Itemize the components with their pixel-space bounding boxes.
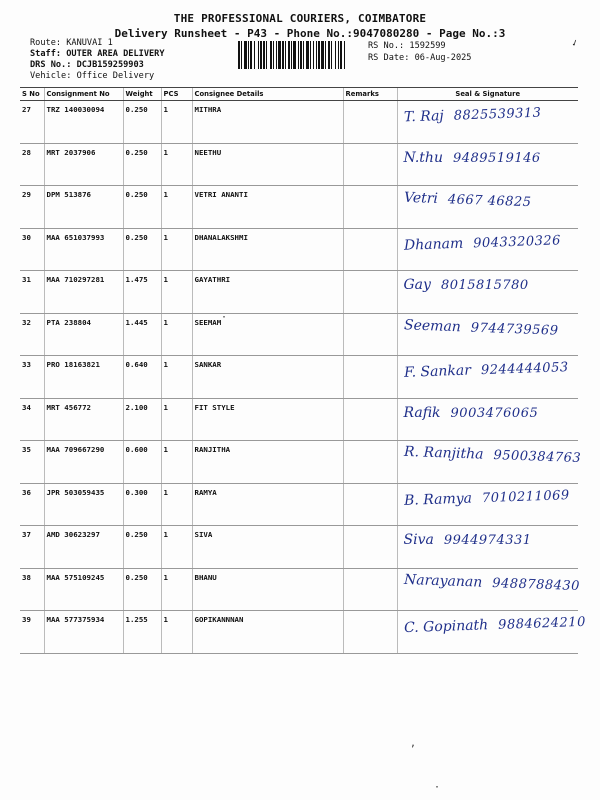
signature-phone: 9489519146 (452, 150, 541, 166)
row-signature (397, 143, 578, 186)
row-weight: 1.475 (123, 271, 161, 314)
row-sno: 30 (20, 228, 44, 271)
handwritten-signature (403, 232, 560, 253)
row-weight: 1.255 (123, 611, 161, 654)
handwritten-signature (404, 277, 529, 293)
signature-phone: 8015815780 (440, 278, 529, 293)
row-remarks (343, 313, 397, 356)
row-consignee: SEEMAM (192, 313, 343, 356)
row-sno: 32 (20, 313, 44, 356)
signature-mark: Vetri (403, 189, 438, 207)
row-weight: 0.250 (123, 568, 161, 611)
ink-dot: , (410, 738, 417, 749)
row-weight: 0.250 (123, 228, 161, 271)
col-header-signature: Seal & Signature (397, 88, 578, 101)
col-header-weight: Weight (123, 88, 161, 101)
row-consignee: RANJITHA (192, 441, 343, 484)
signature-mark: N.thu (403, 149, 443, 166)
row-pcs: 1 (161, 228, 192, 271)
row-signature (397, 526, 578, 569)
row-remarks (343, 568, 397, 611)
row-sno: 31 (20, 271, 44, 314)
signature-mark: Dhanam (403, 235, 464, 254)
table-row (20, 356, 578, 399)
row-weight: 0.250 (123, 143, 161, 186)
signature-mark: B. Ramya (403, 490, 472, 509)
signature-mark: Siva (403, 532, 434, 548)
table-row (20, 483, 578, 526)
barcode-bar (345, 41, 348, 69)
row-pcs: 1 (161, 441, 192, 484)
handwritten-signature (403, 444, 581, 466)
runsheet-meta-right (368, 40, 471, 64)
row-consignee: GAYATHRI (192, 271, 343, 314)
pen-mark-icon: ✓ (570, 37, 580, 50)
signature-phone: 9244444053 (480, 360, 569, 379)
row-remarks (343, 356, 397, 399)
row-signature (397, 398, 578, 441)
row-remarks (343, 143, 397, 186)
row-pcs: 1 (161, 356, 192, 399)
row-consignment-no: PTA 238804 (44, 313, 123, 356)
signature-mark: T. Raj (403, 108, 444, 126)
row-pcs: 1 (161, 313, 192, 356)
runsheet-title: THE PROFESSIONAL COURIERS, COIMBATORE (173, 12, 427, 25)
table-row (20, 228, 578, 271)
signature-phone: 9744739569 (470, 320, 559, 339)
signature-mark: Seeman (403, 316, 461, 335)
row-consignee: RAMYA (192, 483, 343, 526)
row-sno: 35 (20, 441, 44, 484)
rs-date: RS Date: 06-Aug-2025 (368, 53, 472, 63)
col-header-pcs: PCS (161, 88, 192, 101)
row-consignee: NEETHU (192, 143, 343, 186)
handwritten-signature (403, 317, 558, 338)
signature-phone: 9884624210 (497, 614, 586, 633)
row-signature (397, 271, 578, 314)
row-consignment-no: MRT 2037906 (44, 143, 123, 186)
row-consignment-no: MAA 709667290 (44, 441, 123, 484)
row-weight: 0.300 (123, 483, 161, 526)
row-sno: 27 (20, 101, 44, 144)
row-consignment-no: PRO 18163821 (44, 356, 123, 399)
row-pcs: 1 (161, 568, 192, 611)
table-row (20, 313, 578, 356)
row-sno: 37 (20, 526, 44, 569)
handwritten-signature (403, 190, 531, 210)
row-remarks (343, 271, 397, 314)
row-pcs: 1 (161, 611, 192, 654)
row-sno: 36 (20, 483, 44, 526)
row-remarks (343, 526, 397, 569)
row-consignment-no: JPR 503059435 (44, 483, 123, 526)
row-signature (397, 228, 578, 271)
table-row (20, 101, 578, 144)
row-remarks (343, 611, 397, 654)
row-consignment-no: MAA 577375934 (44, 611, 123, 654)
col-header-consignee: Consignee Details (192, 88, 343, 101)
table-row (20, 398, 578, 441)
table-header-row (20, 88, 578, 101)
row-sno: 34 (20, 398, 44, 441)
row-pcs: 1 (161, 186, 192, 229)
row-weight: 0.250 (123, 186, 161, 229)
signature-phone: 8825539313 (453, 105, 542, 124)
runsheet-subtitle: Delivery Runsheet - P43 - Phone No.:9047080280 - Page No.:3 (114, 27, 506, 40)
barcode (238, 41, 364, 69)
row-signature (397, 313, 578, 356)
handwritten-signature (403, 571, 579, 593)
drs-number: DRS No.: DCJB159259903 (30, 60, 144, 70)
signature-mark: R. Ranjitha (403, 443, 484, 463)
table-row (20, 568, 578, 611)
row-consignee: VETRI ANANTI (192, 186, 343, 229)
row-consignee: GOPIKANNNAN (192, 611, 343, 654)
table-row (20, 186, 578, 229)
row-consignee: BHANU (192, 568, 343, 611)
row-weight: 0.640 (123, 356, 161, 399)
row-pcs: 1 (161, 101, 192, 144)
vehicle-label: Vehicle: Office Delivery (30, 71, 155, 81)
route-label: Route: KANUVAI 1 (30, 38, 113, 48)
row-consignment-no: DPM 513876 (44, 186, 123, 229)
row-consignment-no: MAA 651037993 (44, 228, 123, 271)
row-remarks (343, 398, 397, 441)
row-consignee: SANKAR (192, 356, 343, 399)
row-pcs: 1 (161, 143, 192, 186)
signature-phone: 9488788430 (491, 575, 580, 594)
row-signature (397, 483, 578, 526)
handwritten-signature (403, 614, 585, 636)
col-header-sno: S No (20, 88, 44, 101)
signature-mark: Gay (403, 277, 431, 293)
signature-mark: Rafik (403, 404, 441, 421)
ink-dot: · (221, 312, 228, 323)
row-sno: 33 (20, 356, 44, 399)
signature-mark: Narayanan (403, 571, 483, 591)
row-consignment-no: MAA 710297281 (44, 271, 123, 314)
runsheet-table (20, 87, 586, 654)
ink-dot: · (434, 782, 441, 793)
rs-number: RS No.: 1592599 (368, 41, 446, 51)
handwritten-signature (404, 532, 532, 548)
table-row (20, 441, 578, 484)
table-row (20, 143, 578, 186)
row-sno: 38 (20, 568, 44, 611)
row-consignee: SIVA (192, 526, 343, 569)
row-signature (397, 568, 578, 611)
signature-phone: 9944974331 (443, 533, 532, 548)
row-pcs: 1 (161, 398, 192, 441)
signature-phone: 9043320326 (472, 232, 561, 251)
row-consignee: FIT STYLE (192, 398, 343, 441)
row-sno: 28 (20, 143, 44, 186)
col-header-consignment: Consignment No (44, 88, 123, 101)
runsheet-meta-left (30, 38, 165, 82)
signature-phone: 7010211069 (481, 487, 570, 506)
col-header-remarks: Remarks (343, 88, 397, 101)
row-consignee: DHANALAKSHMI (192, 228, 343, 271)
row-pcs: 1 (161, 483, 192, 526)
row-consignment-no: AMD 30623297 (44, 526, 123, 569)
table-row (20, 271, 578, 314)
row-pcs: 1 (161, 526, 192, 569)
handwritten-signature (404, 405, 539, 421)
handwritten-signature (403, 487, 569, 509)
row-consignee: MITHRA (192, 101, 343, 144)
row-signature (397, 101, 578, 144)
row-remarks (343, 228, 397, 271)
row-signature (397, 356, 578, 399)
row-sno: 29 (20, 186, 44, 229)
row-weight: 0.600 (123, 441, 161, 484)
row-consignment-no: TRZ 140030094 (44, 101, 123, 144)
signature-phone: 9003476065 (450, 405, 539, 421)
table-row (20, 526, 578, 569)
row-pcs: 1 (161, 271, 192, 314)
row-weight: 0.250 (123, 101, 161, 144)
row-weight: 1.445 (123, 313, 161, 356)
row-sno: 39 (20, 611, 44, 654)
row-signature (397, 186, 578, 229)
row-remarks (343, 101, 397, 144)
signature-mark: F. Sankar (403, 362, 471, 381)
row-signature (397, 441, 581, 484)
handwritten-signature (403, 105, 541, 126)
signature-phone: 9500384763 (492, 448, 581, 467)
row-consignment-no: MAA 575109245 (44, 568, 123, 611)
row-remarks (343, 483, 397, 526)
row-weight: 0.250 (123, 526, 161, 569)
signature-mark: C. Gopinath (403, 617, 488, 637)
row-signature (397, 611, 586, 654)
handwritten-signature (403, 359, 568, 381)
handwritten-signature (404, 150, 541, 166)
row-weight: 2.100 (123, 398, 161, 441)
signature-phone: 4667 46825 (447, 192, 532, 211)
table-row (20, 611, 578, 654)
row-remarks (343, 186, 397, 229)
row-consignment-no: MRT 456772 (44, 398, 123, 441)
staff-label: Staff: OUTER AREA DELIVERY (30, 49, 165, 59)
row-remarks (343, 441, 397, 484)
